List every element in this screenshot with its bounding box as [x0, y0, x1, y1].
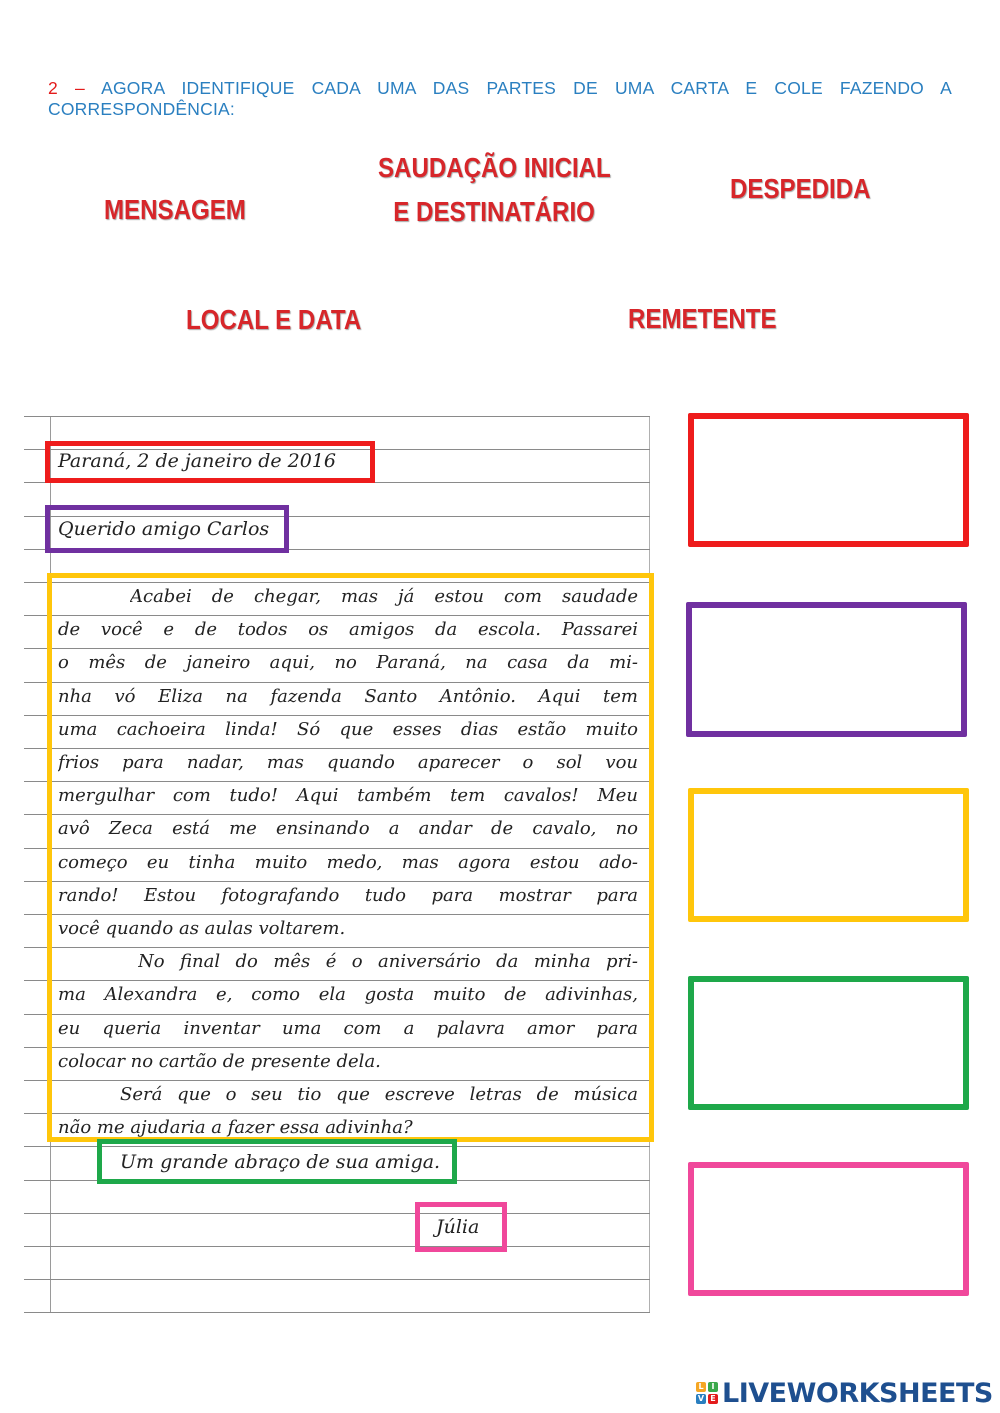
highlight-saudacao: [45, 505, 289, 553]
instruction-text: [48, 78, 952, 120]
dropzone-green[interactable]: [688, 976, 969, 1110]
liveworksheets-logo-icon: [696, 1382, 718, 1404]
letter-greeting: Querido amigo Carlos: [58, 518, 270, 540]
letter-body-line: rando! Estou fotografando tudo para mostrar para: [58, 886, 638, 906]
instruction-body: AGORA IDENTIFIQUE CADA UMA DAS PARTES DE UMA CARTA E COLE FAZENDO A CORRESPONDÊNCIA:: [48, 78, 952, 119]
highlight-remetente: [415, 1202, 507, 1252]
letter-body-line: o mês de janeiro aqui, no Paraná, na casa da mi-: [58, 653, 638, 673]
instruction-number: 2 –: [48, 78, 85, 98]
highlight-despedida: [97, 1139, 457, 1184]
letter-body-line: ma Alexandra e, como ela gosta muito de adivinhas,: [58, 985, 638, 1005]
label-mensagem[interactable]: MENSAGEM: [104, 194, 246, 225]
label-saudacao-line2: E DESTINATÁRIO: [393, 196, 595, 227]
label-despedida[interactable]: DESPEDIDA: [730, 173, 871, 204]
letter-body-line: frios para nadar, mas quando aparecer o sol vou: [58, 753, 638, 773]
dropzone-yellow[interactable]: [688, 788, 969, 922]
letter-body-line: colocar no cartão de presente dela.: [58, 1052, 381, 1072]
highlight-mensagem: [47, 573, 654, 1142]
highlight-local-data: [45, 441, 375, 483]
letter-body-line: No final do mês é o aniversário da minha pri-: [138, 952, 638, 972]
letter-body-line: eu queria inventar uma com a palavra amor para: [58, 1019, 638, 1039]
letter-closing: Um grande abraço de sua amiga.: [120, 1151, 441, 1173]
letter-body-line: Será que o seu tio que escreve letras de música: [120, 1085, 638, 1105]
ruled-line: [24, 1279, 650, 1280]
logo-icon-e: E: [708, 1394, 718, 1404]
letter-signature: Júlia: [436, 1216, 480, 1238]
dropzone-red[interactable]: [688, 413, 969, 547]
liveworksheets-logo-text: LIVEWORKSHEETS: [722, 1377, 993, 1409]
letter-body-line: mergulhar com tudo! Aqui também tem cavalos! Meu: [58, 786, 638, 806]
letter-date-line: Paraná, 2 de janeiro de 2016: [58, 450, 337, 472]
letter-body-line: uma cachoeira linda! Só que esses dias estão muito: [58, 720, 638, 740]
label-saudacao-destinatario[interactable]: [378, 146, 610, 234]
logo-icon-i: I: [708, 1382, 718, 1392]
logo-icon-v: V: [697, 1394, 705, 1403]
ruled-line: [24, 1213, 650, 1214]
letter-body-line: Acabei de chegar, mas já estou com saudade: [130, 587, 638, 607]
letter-body-line: de você e de todos os amigos da escola. Passarei: [58, 620, 638, 640]
logo-icon-l: L: [696, 1382, 706, 1392]
ruled-line: [24, 1246, 650, 1247]
letter-body-line: avô Zeca está me ensinando a andar de cavalo, no: [58, 819, 638, 839]
ruled-line: [24, 416, 650, 417]
dropzone-pink[interactable]: [688, 1162, 969, 1296]
liveworksheets-logo: [696, 1378, 993, 1408]
dropzone-purple[interactable]: [686, 602, 967, 737]
letter-body-line: você quando as aulas voltarem.: [58, 919, 346, 939]
letter-body-line: não me ajudaria a fazer essa adivinha?: [58, 1118, 413, 1138]
ruled-line: [24, 1312, 650, 1313]
label-remetente[interactable]: REMETENTE: [628, 303, 777, 334]
label-local-data[interactable]: LOCAL E DATA: [186, 304, 362, 335]
letter-body-line: nha vó Eliza na fazenda Santo Antônio. Aqui tem: [58, 687, 638, 707]
letter-body-line: começo eu tinha muito medo, mas agora estou ado-: [58, 853, 638, 873]
label-saudacao-line1: SAUDAÇÃO INICIAL: [378, 152, 611, 183]
